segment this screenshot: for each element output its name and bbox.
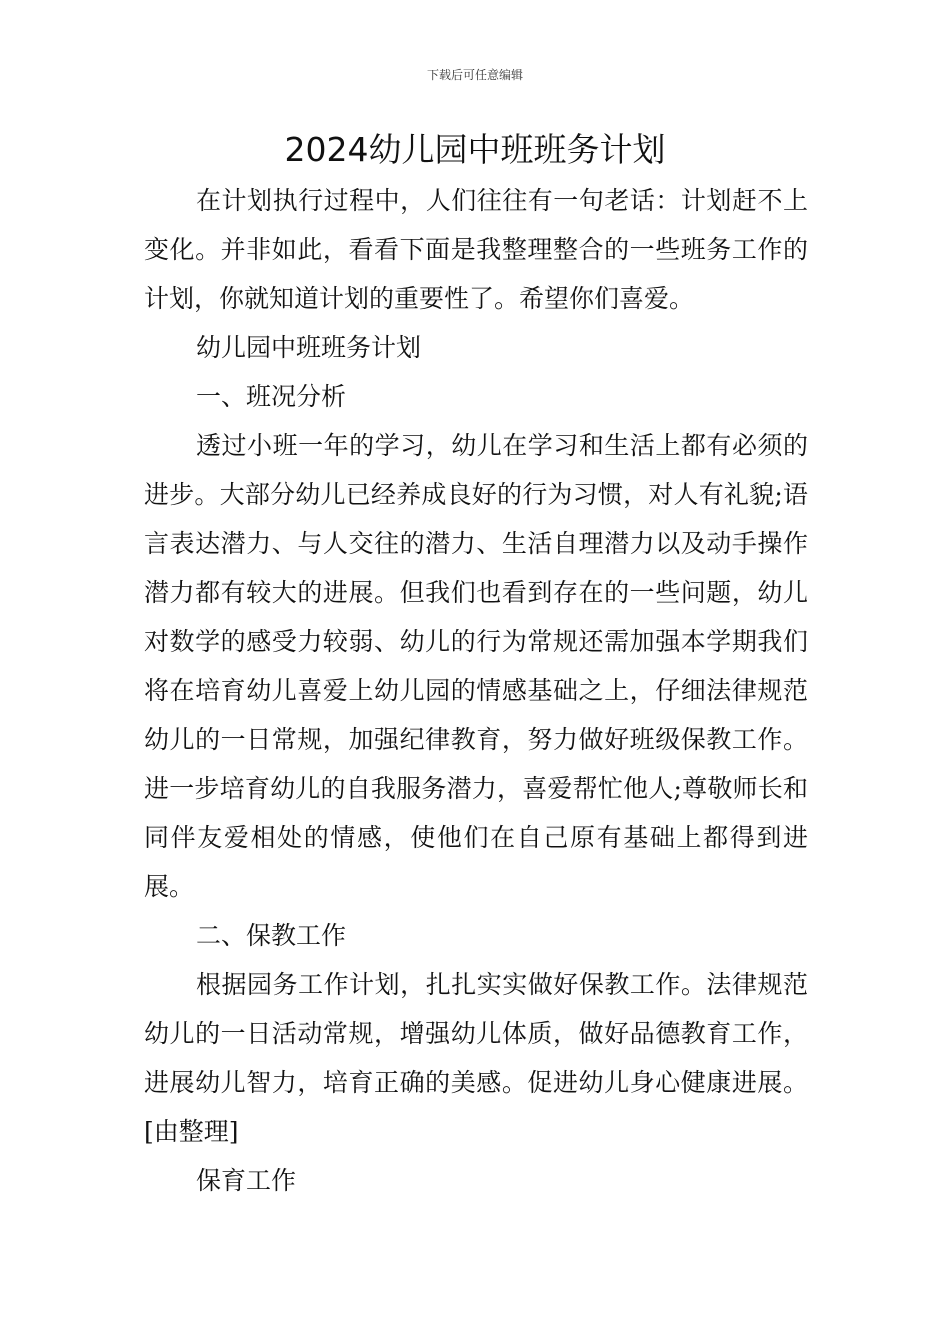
document-title: 2024幼儿园中班班务计划: [284, 130, 666, 169]
paragraph-analysis: 透过小班一年的学习，幼儿在学习和生活上都有必须的进步。大部分幼儿已经养成良好的行为习惯，对人有礼貌;语言表达潜力、与人交往的潜力、生活自理潜力以及动手操作潜力都有较大的进展。但我们也看到存在的一些问题，幼儿对数学的感受力较弱、幼儿的行为常规还需加强本学期我们将在培育幼儿喜爱上幼儿园的情感基础之上，仔细法律规范幼儿的一日常规，加强纪律教育，努力做好班级保教工作。进一步培育幼儿的自我服务潜力，喜爱帮忙他人;尊敬师长和同伴友爱相处的情感，使他们在自己原有基础上都得到进展。: [144, 431, 808, 901]
section-heading-care-education: 二、保教工作: [196, 921, 347, 950]
document-body: [144, 176, 808, 1205]
section-heading-plan: 幼儿园中班班务计划: [196, 333, 422, 362]
section-heading-analysis: 一、班况分析: [196, 382, 347, 411]
header-note: 下载后可任意编辑: [426, 68, 523, 82]
paragraph-intro: 在计划执行过程中，人们往往有一句老话：计划赶不上变化。并非如此，看看下面是我整理整合的一些班务工作的计划，你就知道计划的重要性了。希望你们喜爱。: [144, 186, 808, 313]
section-heading-care-work: 保育工作: [196, 1166, 297, 1195]
paragraph-care-education: 根据园务工作计划，扎扎实实做好保教工作。法律规范幼儿的一日活动常规，增强幼儿体质，做好品德教育工作，进展幼儿智力，培育正确的美感。促进幼儿身心健康进展。[由整理]: [144, 970, 808, 1146]
